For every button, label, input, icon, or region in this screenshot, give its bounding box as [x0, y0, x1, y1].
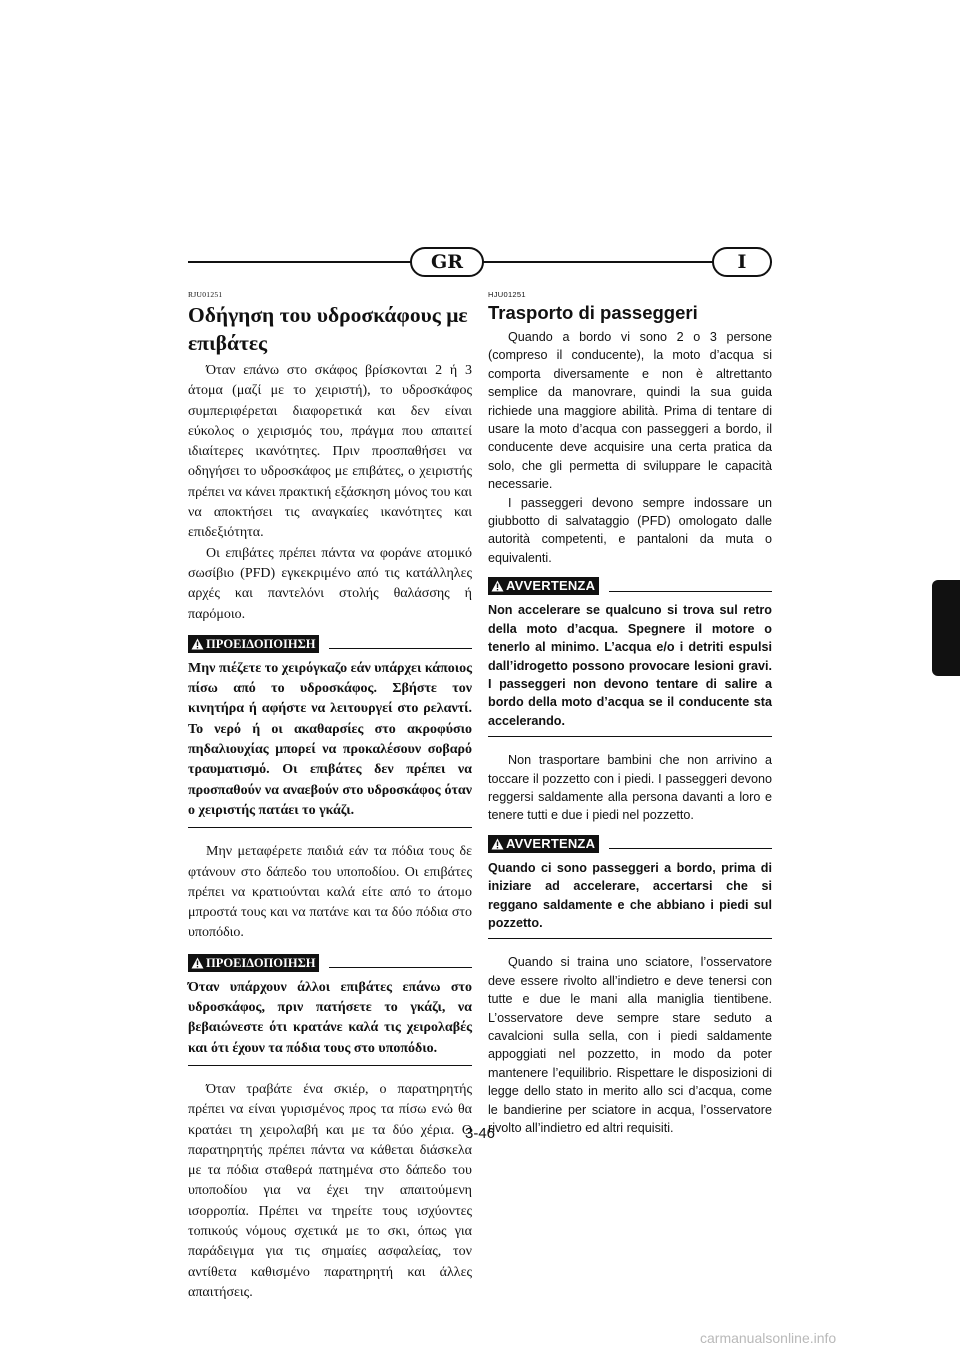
- warning-box: [488, 835, 772, 940]
- greek-column: [188, 290, 472, 1303]
- chapter-tab: [932, 580, 960, 676]
- paragraph: Μην μεταφέρετε παιδιά εάν τα πόδια τους δε φτάνουν στο δάπεδο του υποποδίου. Οι επιβάτες πρέπει να κρατιούνται καλά είτε από το άτομο μπροστά τους και να πατάνε και τα δύο πόδια στο υποπόδιο.: [188, 844, 472, 941]
- warning-badge: [188, 635, 319, 653]
- warning-triangle-icon: [491, 838, 504, 850]
- warning-text: Μην πιέζετε το χειρόγκαζο εάν υπάρχει κάποιος πίσω από το υδροσκάφος. Σβήστε τον κινητήρα ή αφήστε να λειτουργεί στο ρελαντί. Το νερό ή οι ακαθαρσίες στο ακροφύσιο πηδαλιουχίας μπορεί να προκαλέσουν σοβαρό τραυματισμό. Οι επιβάτες δεν πρέπει να προσπαθούν να αναεβούν στο υδροσκάφος όταν ο χειριστής πατάει το γκάζι.: [188, 659, 472, 828]
- warning-label: ΠΡΟΕΙΔΟΠΟΙΗΣΗ: [206, 955, 316, 970]
- paragraph: Quando a bordo vi sono 2 o 3 persone (compreso il conducente), la moto d’acqua si comporta diversamente e non è altrettanto semplice da manovrare, quindi la sua guida richiede una maggiore abilità. Prima di tentare di usare la moto d’acqua con passeggeri a bordo, il conducente deve acquisire una certa pratica da solo, che gli permetta di sviluppare le capacità necessarie.: [488, 330, 772, 492]
- warning-text: Non accelerare se qualcuno si trova sul retro della moto d’acqua. Spegnere il motore o tenerlo al minimo. L’acqua e/o i detriti espulsi dall’idrogetto possono provocare lesioni gravi. I passeggeri non devono tentare di salire a bordo della moto d’acqua se il conducente sta accelerando.: [488, 601, 772, 737]
- paragraph: Non trasportare bambini che non arrivino a toccare il pozzetto con i piedi. I passeggeri devono reggersi saldamente alla persona davanti a loro e tenere tutti e due i piedi nel pozzetto.: [488, 753, 772, 823]
- language-badge-greek: GR: [410, 247, 484, 277]
- warning-text: Όταν υπάρχουν άλλοι επιβάτες επάνω στο υδροσκάφος, πριν πατήσετε το γκάζι, να βεβαιώνεστε ότι κρατάνε καλά τις χειρολαβές και ότι έχουν τα πόδια τους στο υποπόδιο.: [188, 978, 472, 1066]
- warning-box: [188, 954, 472, 1066]
- warning-label: AVVERTENZA: [506, 578, 596, 594]
- paragraph: Όταν επάνω στο σκάφος βρίσκονται 2 ή 3 άτομα (μαζί με το χειριστή), το υδροσκάφος συμπεριφέρεται διαφορετικά και δεν είναι εύκολος ο χειρισμός του, πράγμα που απαιτεί ιδιαίτερες ικανότητες. Πριν προσπαθήσει να οδηγήσει το υδροσκάφος με επιβάτες, ο χειριστής πρέπει να κάνει πρακτική εξάσκηση μόνος του και να αποκτήσει τις αναγκαίες ικανότητες και επιδεξιότητα.: [188, 363, 472, 541]
- warning-badge: [188, 954, 319, 972]
- paragraph: Οι επιβάτες πρέπει πάντα να φοράνε ατομικό σωσίβιο (PFD) εγκεκριμένο από τις κατάλληλες αρχές και παντελόνι στολής θαλάσσης ή παρόμοιο.: [188, 545, 472, 622]
- section-code: RJU01251: [188, 290, 223, 299]
- warning-label: AVVERTENZA: [506, 835, 596, 851]
- section-code: HJU01251: [488, 290, 526, 299]
- warning-badge: [488, 835, 599, 853]
- paragraph: I passeggeri devono sempre indossare un giubbotto di salvataggio (PFD) omologato dalle autorità competenti, e pantaloni da muta o equivalenti.: [488, 495, 772, 565]
- warning-box: [488, 577, 772, 737]
- warning-triangle-icon: [491, 580, 504, 592]
- section-title: Οδήγηση του υδροσκάφους με επιβάτες: [188, 303, 468, 355]
- warning-triangle-icon: [191, 957, 204, 969]
- warning-triangle-icon: [191, 638, 204, 650]
- warning-badge: [488, 577, 599, 595]
- paragraph: Όταν τραβάτε ένα σκιέρ, ο παρατηρητής πρέπει να είναι γυρισμένος προς τα πίσω ενώ θα κρατάει τη χειρολαβή και με τα δύο χέρια. Ο παρατηρητής πρέπει πάντα να κάθεται διάσκελα με τα πόδια σταθερά πατημένα στο δάπεδο του υποποδίου για να έχει την απαιτούμενη ισορροπία. Πρέπει να τηρείτε τους ισχύοντες τοπικούς νόμους σχετικά με το σκι, όπως για παράδειγμα για τις σημαίες ασφαλείας, τον αντίθετα καθισμένο παρατηρητή και άλλες απαιτήσεις.: [188, 1081, 472, 1300]
- section-title: Trasporto di passeggeri: [488, 302, 698, 323]
- italian-column: [488, 290, 772, 1137]
- page-number: 3-46: [464, 1125, 496, 1142]
- warning-label: ΠΡΟΕΙΔΟΠΟΙΗΣΗ: [206, 636, 316, 651]
- warning-text: Quando ci sono passeggeri a bordo, prima di iniziare ad accelerare, accertarsi che si reggano saldamente e che abbiano i piedi sul pozzetto.: [488, 859, 772, 940]
- paragraph: Quando si traina uno sciatore, l’osservatore deve essere rivolto all’indietro e deve tenersi con tutte e due le mani alla maniglia tientibene. L’osservatore deve sempre stare seduto a cavalcioni sulla sella, con i piedi saldamente appoggiati nel pozzetto, in modo da poter mantenere l’equilibrio. Rispettare le disposizioni di legge dello stato in merito allo sci d’acqua, come le bandierine per sciatore in acqua, l’osservatore rivolto all’indietro ed altri requisiti.: [488, 955, 772, 1136]
- language-badge-italian: I: [712, 247, 772, 277]
- watermark: carmanualsonline.info: [700, 1330, 837, 1346]
- warning-box: [188, 635, 472, 828]
